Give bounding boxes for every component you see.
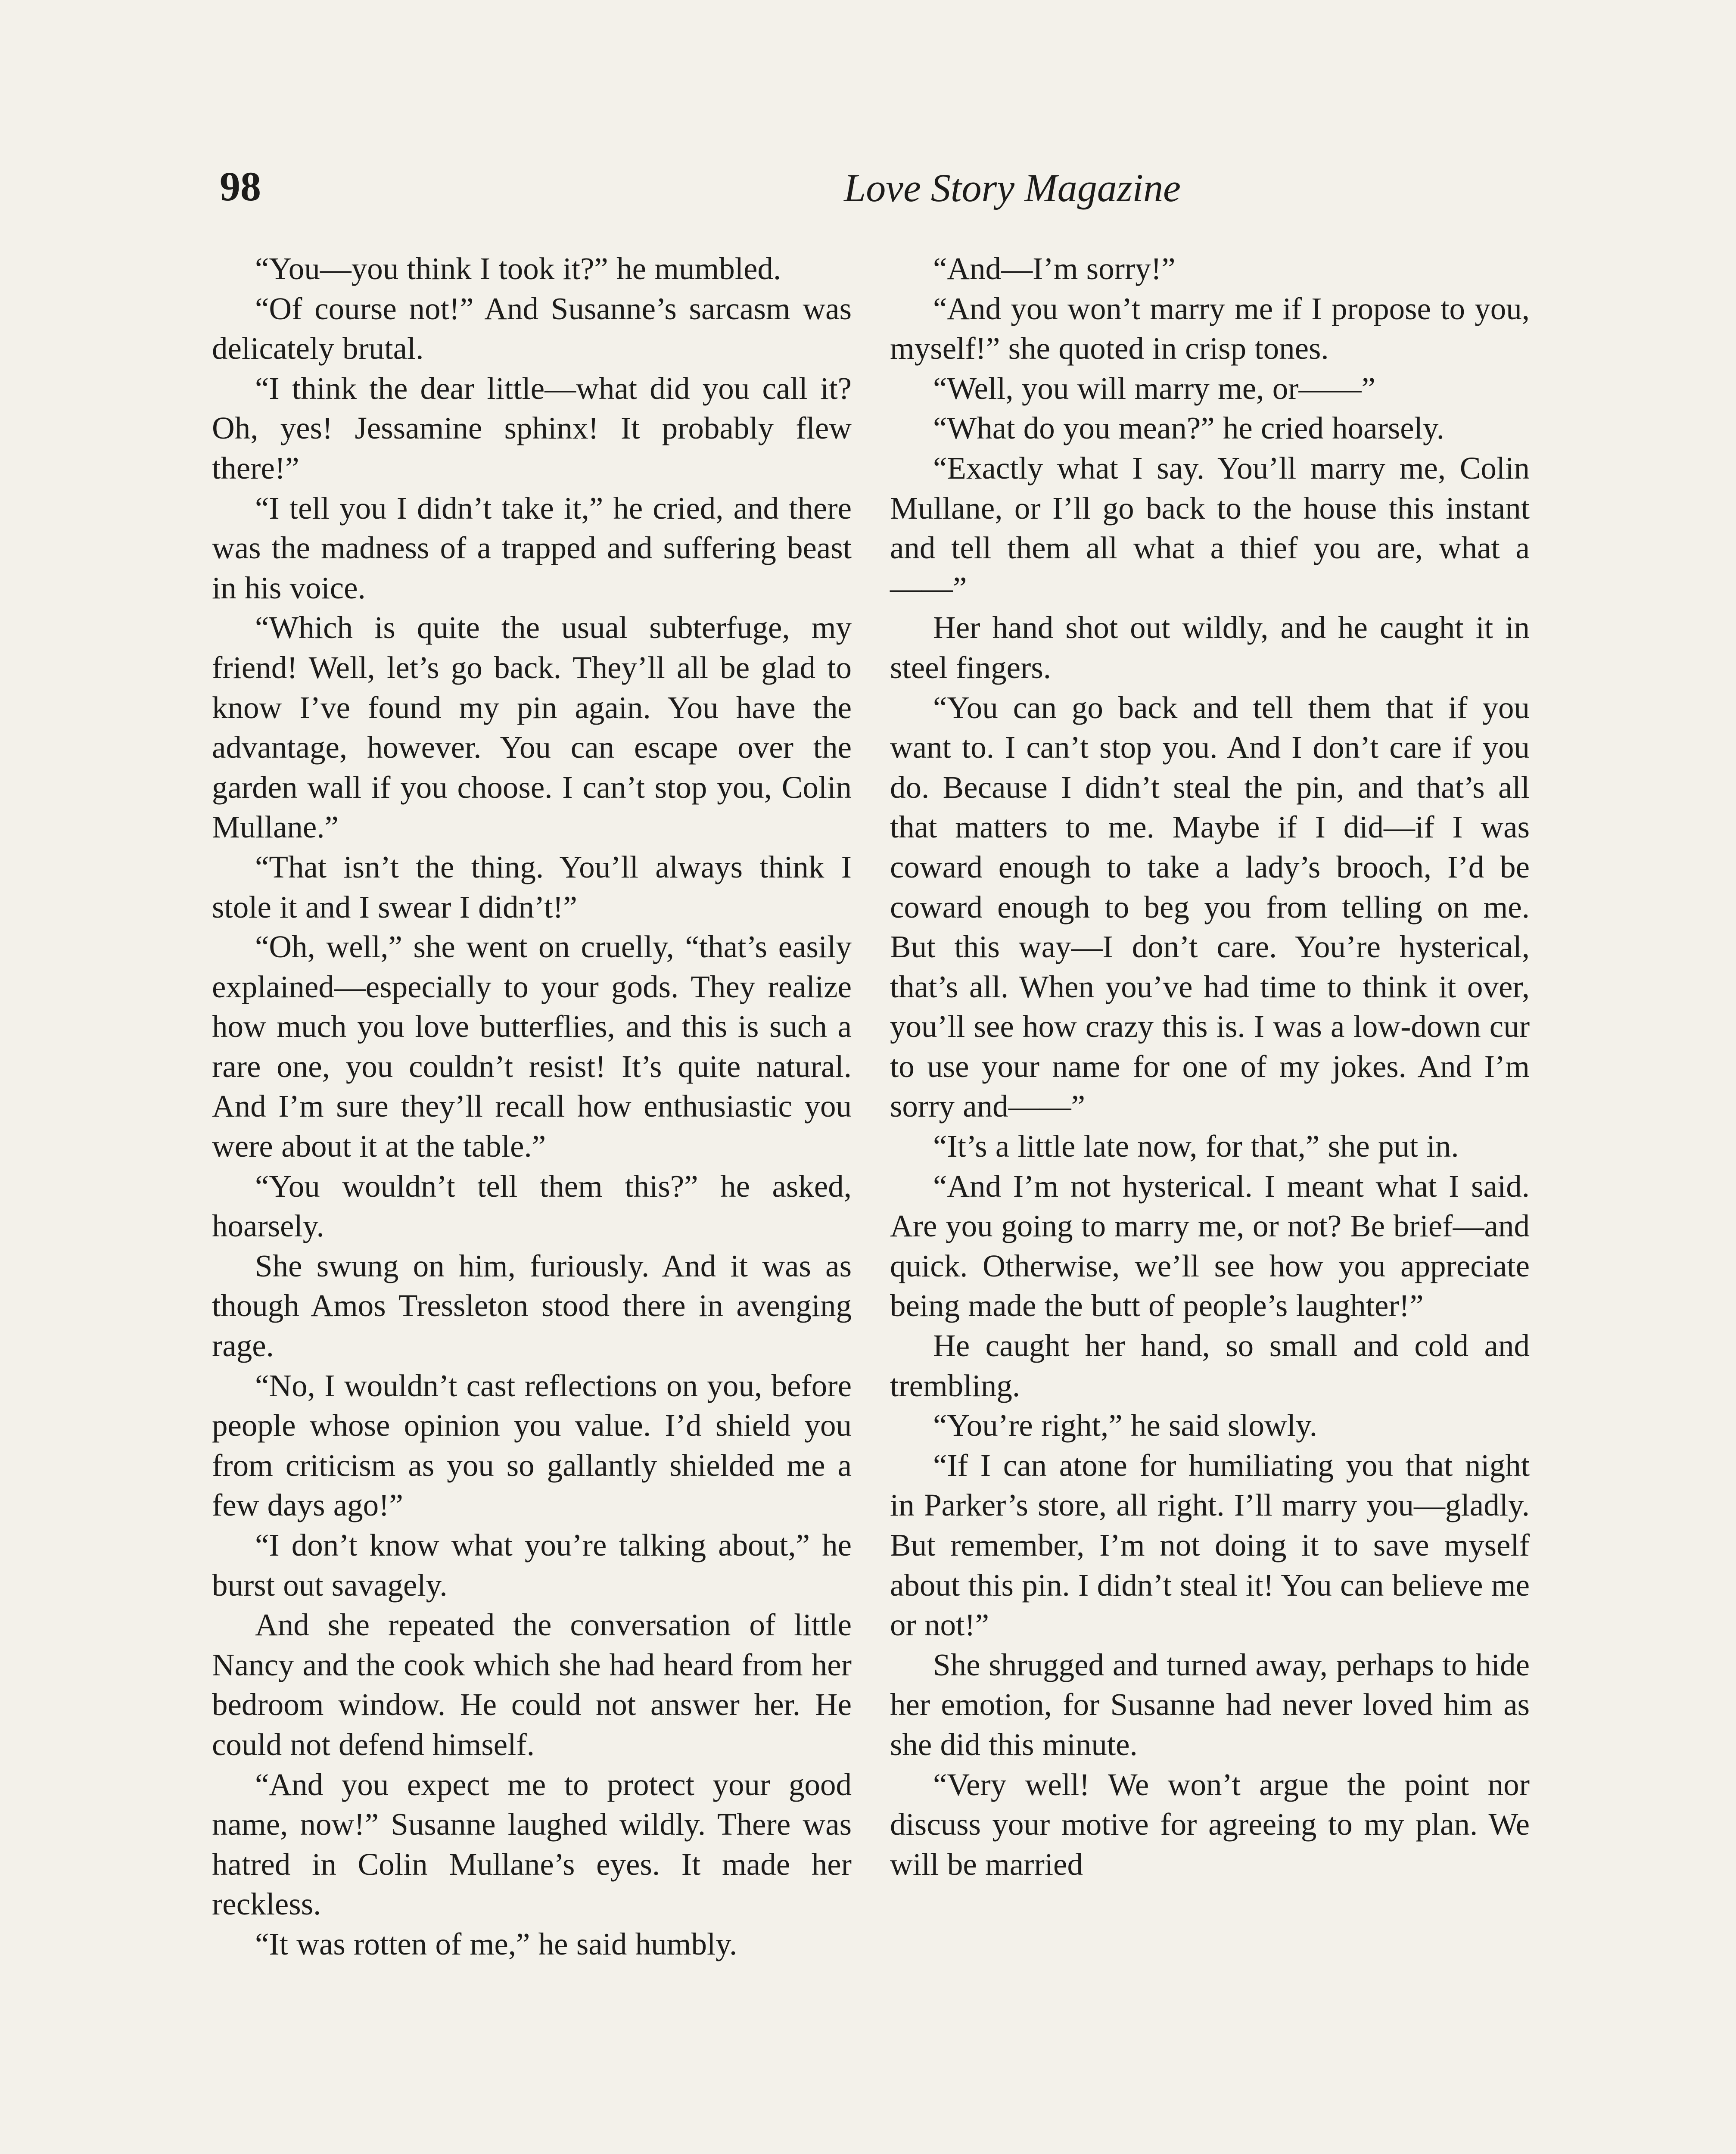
paragraph: “If I can atone for humiliating you that night in Parker’s store, all right. I’ll marry you—gladly. But remember, I’m not doing it to save myself about this pin. I didn’t steal it! You can believe me or not!” xyxy=(890,1447,1530,1643)
left-column xyxy=(212,249,852,1964)
paragraph: She shrugged and turned away, perhaps to hide her emotion, for Susanne had never loved him as she did this minute. xyxy=(890,1647,1530,1762)
paragraph: “You’re right,” he said slowly. xyxy=(933,1408,1318,1443)
paragraph: “What do you mean?” he cried hoarsely. xyxy=(933,411,1444,446)
paragraph: “Oh, well,” she went on cruelly, “that’s easily explained—especially to your gods. They realize how much you love butterflies, and this is such a rare one, you couldn’t resist! It’s quite natural. And I’m sure they’ll recall how enthusiastic you were about it at the table.” xyxy=(212,929,852,1164)
paragraph: “I think the dear little—what did you call it? Oh, yes! Jessamine sphinx! It probably flew there!” xyxy=(212,370,852,486)
paragraph: “And I’m not hysterical. I meant what I said. Are you going to marry me, or not? Be brief—and quick. Otherwise, we’ll see how you appreciate being made the butt of people’s laughter!” xyxy=(890,1168,1530,1323)
paragraph: “You wouldn’t tell them this?” he asked, hoarsely. xyxy=(212,1168,852,1244)
paragraph: “I don’t know what you’re talking about,” he burst out savagely. xyxy=(212,1528,852,1603)
paragraph: “Very well! We won’t argue the point nor discuss your motive for agreeing to my plan. We will be married xyxy=(890,1767,1530,1882)
paragraph: “It’s a little late now, for that,” she put in. xyxy=(933,1129,1459,1164)
page-number: 98 xyxy=(220,163,261,209)
paragraph: “And—I’m sorry!” xyxy=(933,251,1176,286)
right-column xyxy=(890,249,1530,1884)
paragraph: She swung on him, furiously. And it was as though Amos Tressleton stood there in avenging rage. xyxy=(212,1248,852,1363)
paragraph: “And you expect me to protect your good name, now!” Susanne laughed wildly. There was hatred in Colin Mullane’s eyes. It made her reckless. xyxy=(212,1767,852,1922)
paragraph: “No, I wouldn’t cast reflections on you, before people whose opinion you value. I’d shield you from criticism as you so gallantly shielded me a few days ago!” xyxy=(212,1368,852,1523)
paragraph: “Which is quite the usual subterfuge, my friend! Well, let’s go back. They’ll all be glad to know I’ve found my pin again. You have the advantage, however. You can escape over the garden wall if you choose. I can’t stop you, Colin Mullane.” xyxy=(212,610,852,845)
paragraph: And she repeated the conversation of little Nancy and the cook which she had heard from her bedroom window. He could not answer her. He could not defend himself. xyxy=(212,1607,852,1762)
paragraph: “You can go back and tell them that if you want to. I can’t stop you. And I don’t care if you do. Because I didn’t steal the pin, and that’s all that matters to me. Maybe if I did—if I was coward enough to take a lady’s brooch, I’d be coward enough to beg you from telling on me. But this way—I don’t care. You’re hysterical, that’s all. When you’ve had time to think it over, you’ll see how crazy this is. I was a low-down cur to use your name for one of my jokes. And I’m sorry and——” xyxy=(890,690,1530,1124)
paragraph: He caught her hand, so small and cold and trembling. xyxy=(890,1328,1530,1403)
paragraph: “Well, you will marry me, or——” xyxy=(933,370,1375,406)
paragraph: “That isn’t the thing. You’ll always think I stole it and I swear I didn’t!” xyxy=(212,849,852,924)
running-head: Love Story Magazine xyxy=(844,166,1181,210)
paragraph: “I tell you I didn’t take it,” he cried, and there was the madness of a trapped and suffering beast in his voice. xyxy=(212,490,852,605)
paragraph: “Of course not!” And Susanne’s sarcasm was delicately brutal. xyxy=(212,291,852,366)
paragraph: “And you won’t marry me if I propose to you, myself!” she quoted in crisp tones. xyxy=(890,291,1530,366)
paragraph: Her hand shot out wildly, and he caught it in steel fingers. xyxy=(890,610,1530,685)
paragraph: “Exactly what I say. You’ll marry me, Colin Mullane, or I’ll go back to the house this instant and tell them all what a thief you are, what a——” xyxy=(890,450,1530,605)
paragraph: “It was rotten of me,” he said humbly. xyxy=(255,1926,737,1961)
paragraph: “You—you think I took it?” he mumbled. xyxy=(255,251,781,286)
